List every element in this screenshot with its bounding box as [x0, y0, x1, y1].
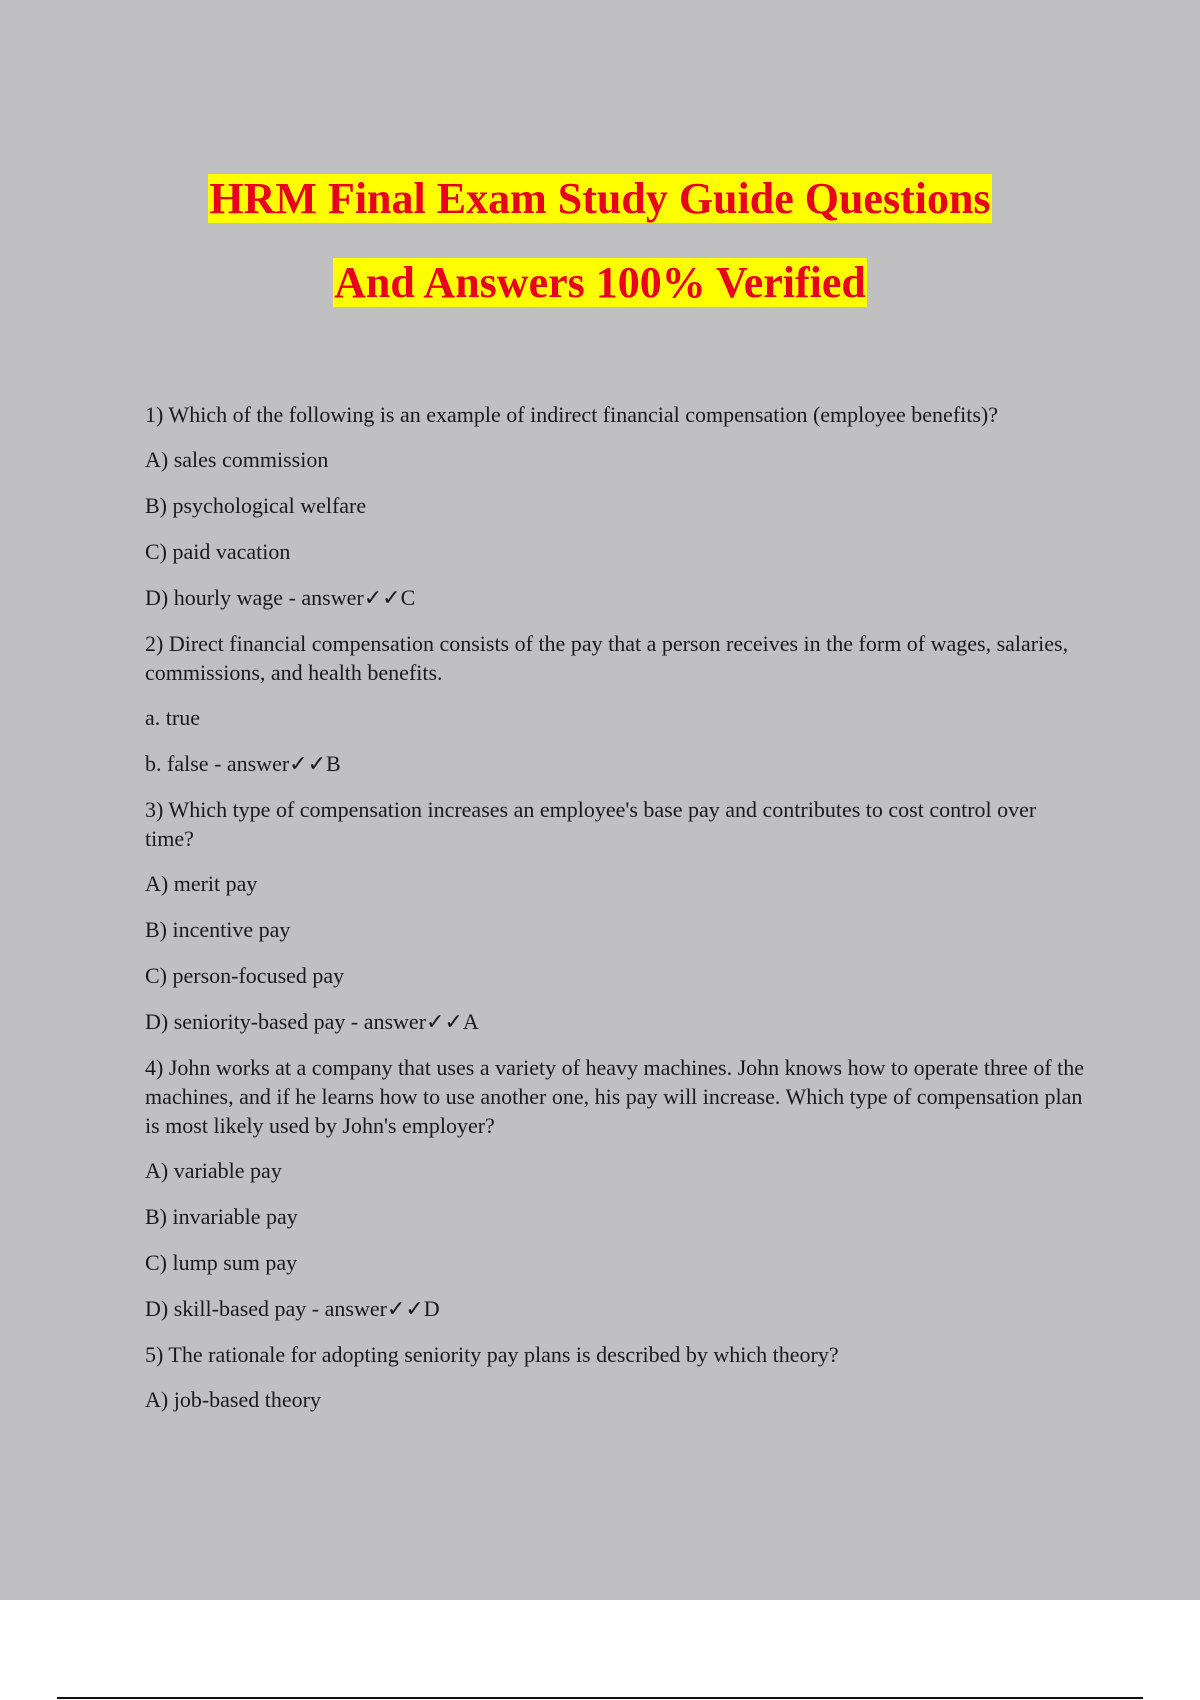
option-2b-answer: b. false - answer✓✓B [145, 751, 341, 776]
question-2: 2) Direct financial compensation consists of the pay that a person receives in the form of wages, salaries, commissions, and health benefits. [145, 631, 1069, 685]
question-5: 5) The rationale for adopting seniority pay plans is described by which theory? [145, 1342, 839, 1367]
title-text-2: And Answers 100% Verified [334, 258, 866, 307]
option-4d-answer: D) skill-based pay - answer✓✓D [145, 1296, 440, 1321]
option-3c: C) person-focused pay [145, 963, 345, 988]
title-line-2 [0, 255, 1200, 311]
footer-divider [57, 1697, 1143, 1699]
option-4c: C) lump sum pay [145, 1250, 298, 1275]
option-4b: B) invariable pay [145, 1204, 298, 1229]
option-1a: A) sales commission [145, 447, 329, 472]
option-1c: C) paid vacation [145, 539, 291, 564]
option-5a: A) job-based theory [145, 1387, 321, 1412]
title-text-1: HRM Final Exam Study Guide Questions [209, 174, 991, 223]
option-3a: A) merit pay [145, 871, 258, 896]
option-4a: A) variable pay [145, 1158, 282, 1183]
option-1d-answer: D) hourly wage - answer✓✓C [145, 585, 416, 610]
title-line-1 [0, 171, 1200, 227]
question-list [145, 400, 1085, 1431]
question-4: 4) John works at a company that uses a variety of heavy machines. John knows how to operate three of the machines, and if he learns how to use another one, his pay will increase. Which type of compensation plan is most likely used by John's employer? [145, 1055, 1085, 1138]
question-3: 3) Which type of compensation increases an employee's base pay and contributes to cost control over time? [145, 797, 1037, 851]
option-3b: B) incentive pay [145, 917, 291, 942]
option-1b: B) psychological welfare [145, 493, 367, 518]
option-2a: a. true [145, 705, 200, 730]
question-1: 1) Which of the following is an example of indirect financial compensation (employee benefits)? [145, 402, 999, 427]
option-3d-answer: D) seniority-based pay - answer✓✓A [145, 1009, 479, 1034]
